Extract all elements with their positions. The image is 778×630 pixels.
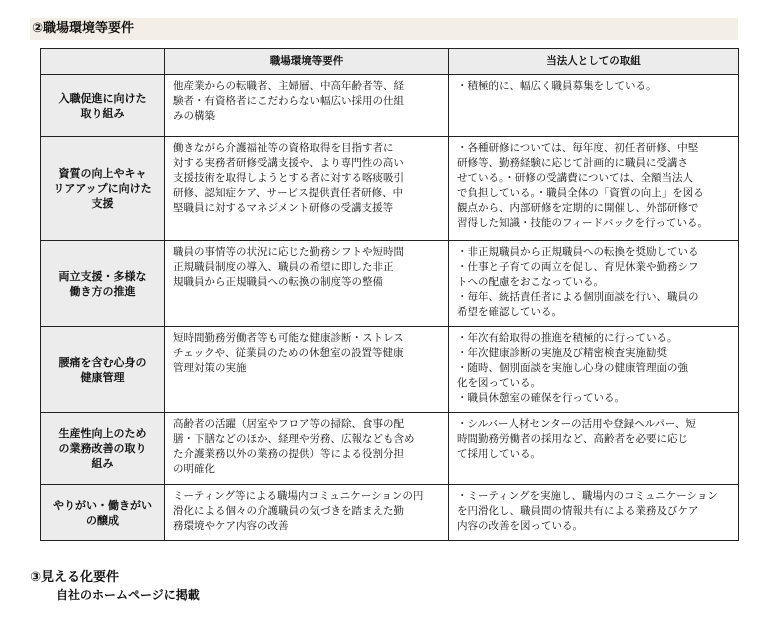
category-cell-line: の醸成 — [86, 513, 119, 527]
category-cell — [41, 327, 165, 413]
action-cell-line: 化を図っている。 — [457, 377, 541, 389]
action-cell-line: ・職員休憩室の確保を行っている。 — [457, 392, 625, 404]
category-cell-line: の業務改善の取り — [58, 442, 147, 455]
requirement-cell-line: 短時間勤務労働者等も可能な健康診断・ストレス — [173, 332, 404, 344]
requirement-cell — [165, 241, 449, 327]
table-row — [41, 485, 739, 541]
category-cell — [41, 137, 165, 241]
requirement-cell-line: 管理対策の実施 — [173, 362, 247, 374]
section-3-title: ③見える化要件 — [30, 570, 120, 585]
category-cell-line: リアアップに向けた — [53, 182, 152, 195]
requirement-cell — [165, 413, 449, 485]
table-header-row — [41, 49, 739, 75]
action-cell-line: 研修等、勤務経験に応じて計画的に職員に受講さ — [457, 157, 688, 169]
requirement-cell-line: 堅職員に対するマネジメント研修の受講支援等 — [173, 202, 394, 214]
action-cell — [449, 485, 739, 541]
action-cell — [449, 137, 739, 241]
action-cell-line: ・随時、個別面談を実施し心身の健康管理面の強 — [457, 362, 688, 374]
requirement-cell — [165, 137, 449, 241]
category-cell — [41, 485, 165, 541]
requirement-cell-line: 正規職員制度の導入、職員の希望に即した非正 — [173, 261, 394, 273]
requirement-cell-line: 膳・下膳などのほか、経理や労務、広報なども含め — [173, 433, 415, 445]
section-3-body: 自社のホームページに掲載 — [56, 588, 200, 602]
action-cell — [449, 327, 739, 413]
requirement-cell-line: 対する実務者研修受講支援や、より専門性の高い — [173, 157, 404, 169]
category-cell-line: 両立支援・多様な — [58, 269, 147, 283]
action-cell-line: ・年次有給取得の推進を積極的に行っている。 — [457, 332, 678, 344]
action-cell-line: 観点から、内部研修を定期的に開催し、外部研修で — [457, 202, 699, 214]
requirement-cell-line: みの構築 — [173, 110, 215, 122]
category-cell — [41, 413, 165, 485]
action-cell-line: て採用している。 — [457, 448, 541, 460]
requirement-cell-line: 研修、認知症ケア、サービス提供責任者研修、中 — [173, 187, 404, 199]
requirement-cell-line: 滑化による個々の介護職員の気づきを踏まえた勤 — [173, 505, 404, 517]
category-cell-line: 生産性向上のため — [58, 427, 147, 440]
requirement-cell-line: 験者・有資格者にこだわらない幅広い採用の仕組 — [173, 95, 404, 107]
requirement-cell-line: 働きながら介護福祉等の資格取得を目指す者に — [173, 142, 394, 154]
requirement-cell-line: の明確化 — [173, 463, 215, 475]
category-cell-line: 腰痛を含む心身の — [58, 355, 147, 369]
action-cell-line: ・シルバー人材センターの活用や登録ヘルパー、短 — [457, 418, 696, 430]
action-cell-line: ・毎年、統括責任者による個別面談を行い、職員の — [457, 291, 699, 303]
category-cell-line: 健康管理 — [80, 370, 125, 384]
header-category — [41, 49, 165, 75]
table-row — [41, 413, 739, 485]
action-cell — [449, 241, 739, 327]
requirement-cell-line: 高齢者の活躍（居室やフロア等の掃除、食事の配 — [173, 418, 404, 430]
action-cell — [449, 75, 739, 137]
category-cell-line: やりがい・働きがい — [53, 498, 152, 512]
requirement-cell — [165, 75, 449, 137]
category-cell-line: 取り組み — [80, 106, 125, 120]
requirement-cell — [165, 485, 449, 541]
requirement-cell-line: チェックや、従業員のための休憩室の設置等健康 — [173, 347, 404, 359]
table-row — [41, 137, 739, 241]
category-cell-line: 働き方の推進 — [69, 284, 136, 298]
action-cell-line: ・各種研修については、毎年度、初任者研修、中堅 — [457, 142, 699, 154]
action-cell-line: ・仕事と子育ての両立を促し、育児休業や勤務シフ — [457, 261, 699, 273]
category-cell-line: 資質の向上やキャ — [58, 167, 147, 180]
category-cell — [41, 241, 165, 327]
requirement-cell-line: 支援技術を取得しようとする者に対する喀痰吸引 — [173, 172, 404, 184]
requirement-cell — [165, 327, 449, 413]
action-cell-line: トへの配慮をおこなっている。 — [457, 276, 604, 288]
requirement-cell-line: 他産業からの転職者、主婦層、中高年齢者等、経 — [173, 80, 404, 92]
category-cell — [41, 75, 165, 137]
header-action: 当法人としての取組 — [449, 49, 739, 75]
action-cell-line: ・積極的に、幅広く職員募集をしている。 — [457, 80, 657, 92]
action-cell — [449, 413, 739, 485]
requirement-cell-line: ミーティング等による職場内コミュニケーションの円 — [173, 490, 424, 502]
action-cell-line: 希望を確認している。 — [457, 306, 562, 318]
action-cell-line: 内容の改善を図っている。 — [457, 520, 583, 532]
table-row — [41, 327, 739, 413]
requirement-cell-line: 規職員から正規職員への転換の制度等の整備 — [173, 276, 383, 288]
requirement-cell-line: た介護業務以外の業務の提供）等による役割分担 — [173, 448, 404, 460]
table-row — [41, 241, 739, 327]
requirement-cell-line: 職員の事情等の状況に応じた勤務シフトや短時間 — [173, 246, 404, 258]
category-cell-line: 入職促進に向けた — [58, 91, 147, 105]
action-cell-line: ・年次健康診断の実施及び精密検査実施勧奨 — [457, 347, 667, 359]
table-row — [41, 75, 739, 137]
requirement-cell-line: 務環境やケア内容の改善 — [173, 520, 289, 532]
section-2-title: ②職場環境等要件 — [30, 18, 738, 40]
action-cell-line: 時間勤務労働者の採用など、高齢者を必要に応じ — [457, 433, 688, 445]
category-cell-line: 支援 — [91, 197, 114, 210]
category-cell-line: 組み — [91, 457, 114, 470]
action-cell-line: 習得した知識・技能のフィードバックを行っている。 — [457, 217, 708, 229]
action-cell-line: せている。・研修の受講費については、全額当法人 — [457, 172, 694, 184]
requirements-table — [40, 48, 739, 541]
header-requirement: 職場環境等要件 — [165, 49, 449, 75]
action-cell-line: ・ミーティングを実施し、職場内のコミュニケーション — [457, 490, 718, 502]
action-cell-line: ・非正規職員から正規職員への転換を奨励している — [457, 246, 699, 258]
action-cell-line: で負担している。・職員全体の「資質の向上」を図る — [457, 187, 704, 199]
action-cell-line: を円滑化し、職員間の情報共有による業務及びケア — [457, 505, 699, 517]
